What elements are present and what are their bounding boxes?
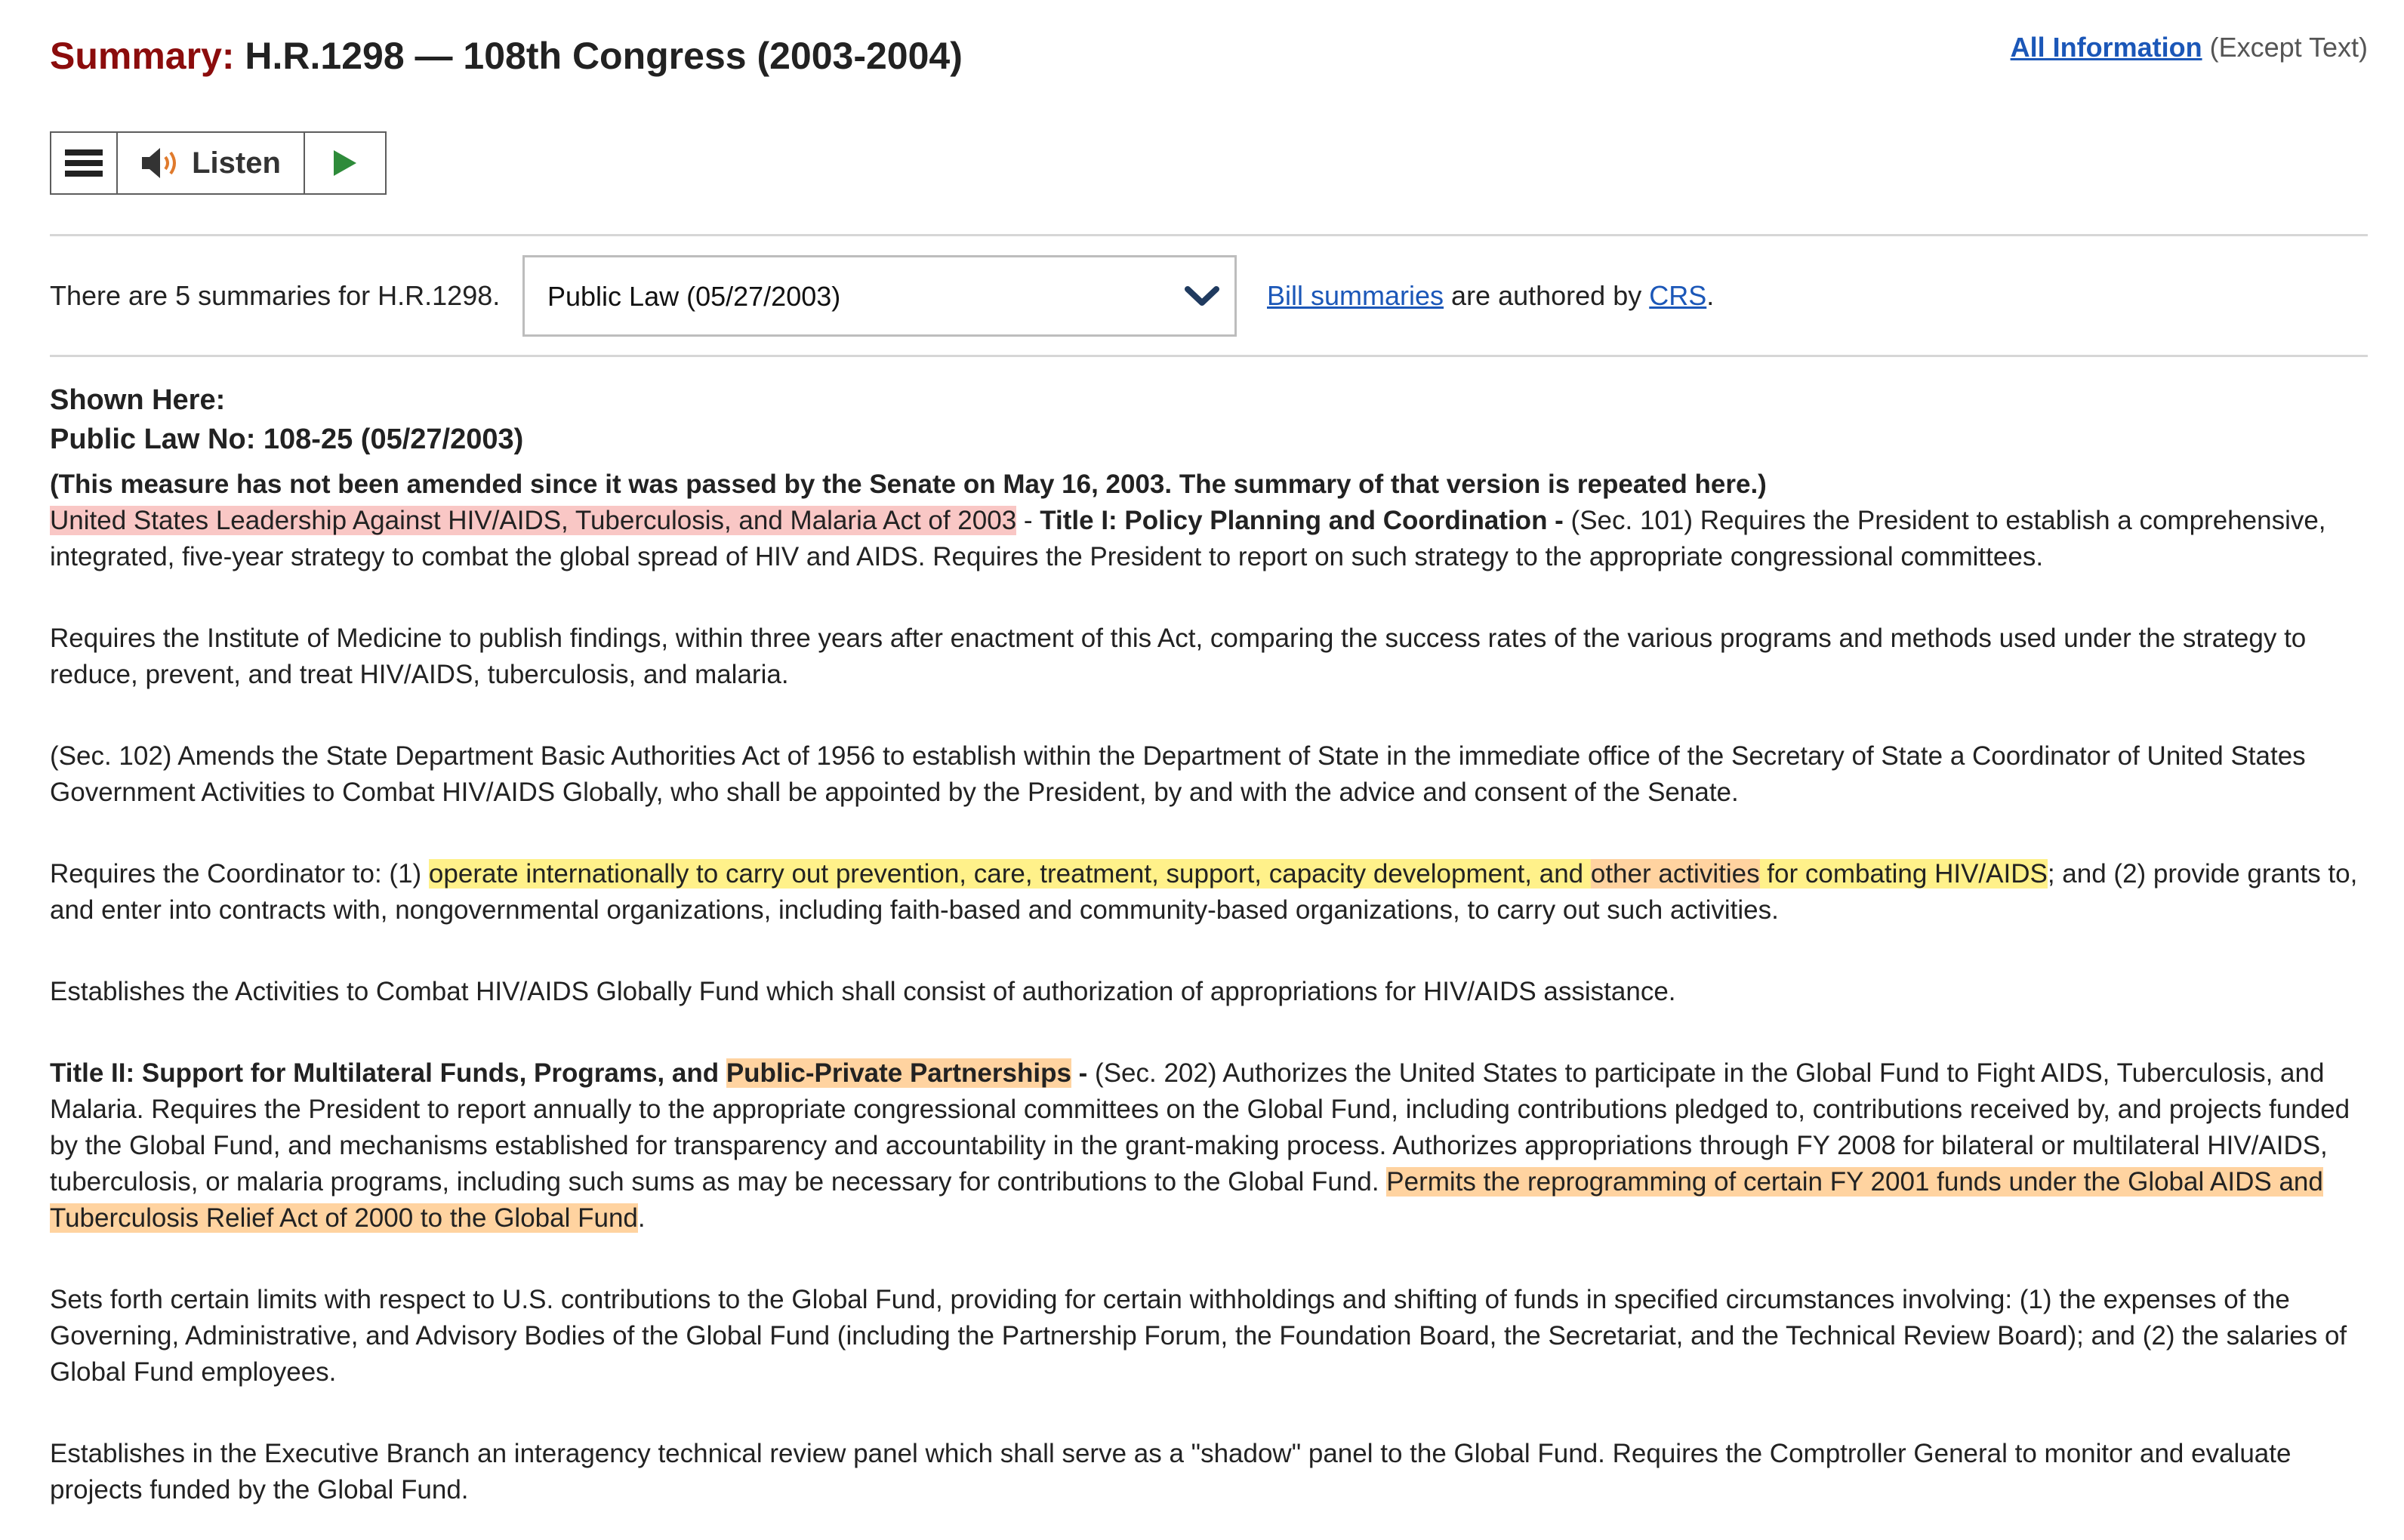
all-information-link[interactable]: All Information: [2010, 32, 2202, 63]
p6-period: .: [637, 1203, 646, 1233]
summary-paragraph-5: Establishes the Activities to Combat HIV/AIDS Globally Fund which shall consist of authorization of appropriations for HIV/AIDS assistance.: [50, 977, 1676, 1006]
sec-202-text: (Sec. 202) Authorizes the United States to participate in the Global Fund to Fight AIDS, Tuberculosis, and Malaria. Requires the President to report annually to the appropriate congressional committees on the Global Fund, including contributions pledged to, contributions received by, and projects funded by the Global Fund, and mechanisms established for transparency and accountability in the grant-making process. Authorizes appropriations through FY 2008 for bilateral or multilateral HIV/AIDS, tuberculosis, or malaria programs, including such sums as may be necessary for contributions to the Global Fund.: [50, 1058, 2350, 1197]
summary-content: [50, 380, 2371, 1508]
divider-top: [50, 234, 2368, 236]
title-ii-heading: Title II: Support for Multilateral Funds, Programs, and: [50, 1058, 726, 1088]
summary-paragraph-6: [50, 1055, 2371, 1237]
all-information-area: [2011, 29, 2368, 66]
highlight-orange-2: Permits the reprogramming of certain FY 2001 funds under the Global AIDS and Tuberculosis Relief Act of 2000 to the Global Fund: [50, 1167, 2323, 1233]
shown-here-label: Shown Here:: [50, 384, 226, 416]
page-header: [50, 29, 2368, 89]
summary-count-text: There are 5 summaries for H.R.1298.: [50, 280, 501, 311]
listen-button[interactable]: [118, 133, 305, 193]
speaker-icon: [140, 146, 181, 180]
summary-paragraph-1: [50, 503, 2371, 575]
all-information-suffix: (Except Text): [2202, 32, 2368, 63]
act-title-highlight: United States Leadership Against HIV/AIDS, Tuberculosis, and Malaria Act of 2003: [50, 506, 1017, 535]
play-button[interactable]: [305, 133, 385, 193]
highlight-yellow-2: for combating HIV/AIDS: [1759, 859, 2048, 889]
title-i-heading: Title I: Policy Planning and Coordination -: [1040, 506, 1564, 535]
page-title-lead: Summary:: [50, 35, 235, 77]
summary-paragraph-7: Sets forth certain limits with respect to U.S. contributions to the Global Fund, providing for certain withholdings and shifting of funds in specified circumstances involving: (1) the expenses of the Governing, Administrative, and Advisory Bodies of the Global Fund (including the Partnership Forum, the Foundation Board, the Secretariat, and the Technical Review Board); and (2) the salaries of Global Fund employees.: [50, 1285, 2347, 1387]
summary-paragraph-3: (Sec. 102) Amends the State Department Basic Authorities Act of 1956 to establish within the Department of State in the immediate office of the Secretary of State a Coordinator of United States Government Activities to Combat HIV/AIDS Globally, who shall be appointed by the President, by and with the advice and consent of the Senate.: [50, 741, 2306, 807]
summary-paragraph-8: Establishes in the Executive Branch an interagency technical review panel which shall serve as a "shadow" panel to the Global Fund. Requires the Comptroller General to monitor and evaluate projects funded by the Global Fund.: [50, 1439, 2292, 1505]
separator: -: [1016, 506, 1040, 535]
selected-version-value: Public Law (05/27/2003): [547, 281, 841, 312]
play-icon: [332, 149, 358, 177]
summary-paragraph-2: Requires the Institute of Medicine to publish findings, within three years after enactment of this Act, comparing the success rates of the various programs and methods used under the strategy to reduce, prevent, and treat HIV/AIDS, tuberculosis, and malaria.: [50, 624, 2307, 689]
title-ii-dash: -: [1071, 1058, 1088, 1088]
divider-bottom: [50, 355, 2368, 357]
listen-player: [50, 131, 387, 195]
crs-link[interactable]: CRS: [1649, 280, 1707, 311]
summary-paragraph-4: [50, 856, 2371, 929]
hamburger-menu-icon: [65, 148, 103, 178]
player-menu-button[interactable]: [51, 133, 118, 193]
author-note: [1267, 278, 1714, 314]
author-note-text: are authored by: [1444, 280, 1650, 311]
sec-101-text: (Sec. 101) Requires the President to establish a comprehensive, integrated, five-year strategy to combat the global spread of HIV and AIDS. Requires the President to report on such strategy to the appropriate congressional committees.: [50, 506, 2326, 571]
p4-lead: Requires the Coordinator to: (1): [50, 859, 429, 889]
p4-tail: ; and (2) provide grants to, and enter into contracts with, nongovernmental organizations, including faith-based and community-based organizations, to carry out such activities.: [50, 859, 2358, 925]
amendment-note: (This measure has not been amended since it was passed by the Senate on May 16, 2003. The summary of that version is repeated here.): [50, 470, 1767, 499]
listen-label: Listen: [192, 146, 281, 180]
author-note-period: .: [1706, 280, 1715, 311]
bill-summaries-link[interactable]: Bill summaries: [1267, 280, 1444, 311]
chevron-down-icon: [1183, 280, 1221, 313]
page-title-bill: H.R.1298 — 108th Congress (2003-2004): [234, 35, 963, 77]
public-law-number: Public Law No: 108-25 (05/27/2003): [50, 424, 524, 455]
highlight-orange-heading: Public-Private Partnerships: [726, 1058, 1071, 1088]
highlight-yellow-1: operate internationally to carry out prevention, care, treatment, support, capacity development, and: [428, 859, 1591, 889]
summary-version-select[interactable]: [522, 255, 1237, 337]
highlight-orange-1: other activities: [1590, 859, 1760, 889]
summary-version-bar: [50, 255, 2368, 337]
